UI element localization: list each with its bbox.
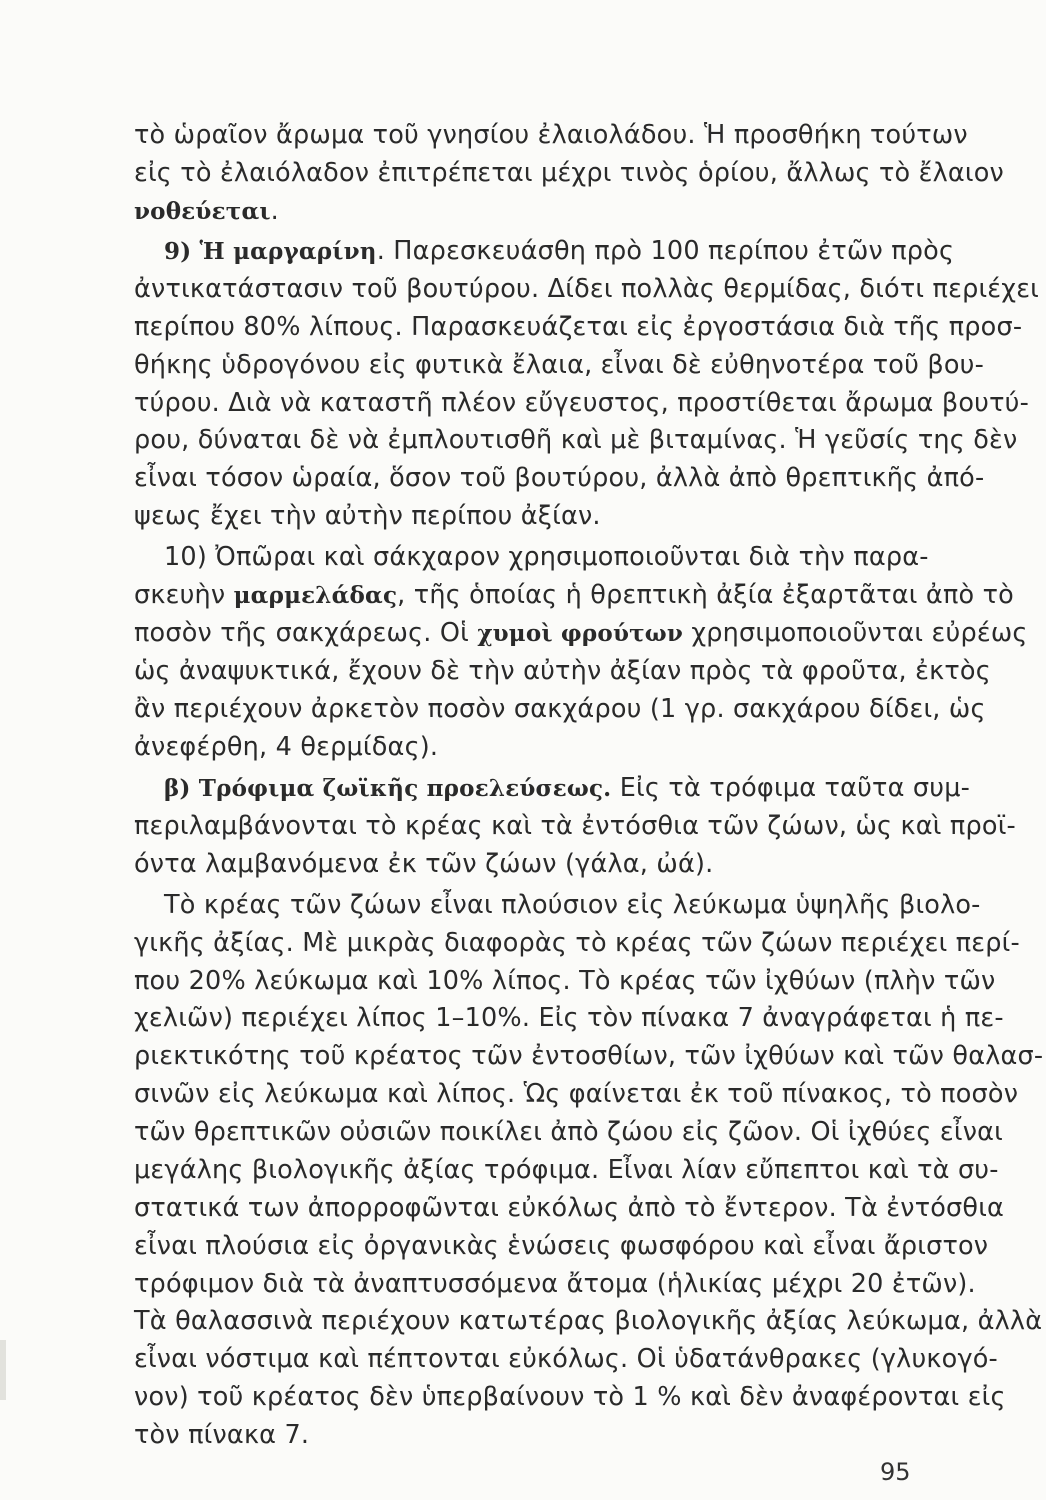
text-line: νον) τοῦ κρέατος δὲν ὑπερβαίνουν τὸ 1 % καὶ δὲν ἀναφέρονται εἰς: [134, 1382, 1006, 1412]
text-line: ρου, δύναται δὲ νὰ ἐμπλουτισθῆ καὶ μὲ βιταμίνας. Ἡ γεῦσίς της δὲν: [134, 425, 1018, 455]
text-run: σκευὴν: [134, 580, 234, 610]
text-run: , τῆς ὁποίας ἡ θρεπτικὴ ἀξία ἐξαρτᾶται ἀπὸ τὸ: [397, 580, 1014, 610]
text-line: που 20% λεύκωμα καὶ 10% λίπος. Τὸ κρέας τῶν ἰχθύων (πλὴν τῶν: [134, 966, 996, 996]
bold-term: 9) Ἡ μαργαρίνη: [164, 238, 377, 265]
text-line: ὡς ἀναψυκτικά, ἔχουν δὲ τὴν αὐτὴν ἀξίαν πρὸς τὰ φροῦτα, ἐκτὸς: [134, 656, 991, 686]
text-line: εἶναι νόστιμα καὶ πέπτονται εὐκόλως. Οἱ ὑδατάνθρακες (γλυκογό-: [134, 1344, 998, 1374]
text-line: θήκης ὑδρογόνου εἰς φυτικὰ ἔλαια, εἶναι δὲ εὐθηνοτέρα τοῦ βου-: [134, 350, 985, 380]
text-run: Εἰς τὰ τρόφιμα ταῦτα συμ-: [611, 773, 971, 803]
text-run: .: [270, 196, 279, 226]
text-line: [134, 618, 1028, 649]
text-line: ἀντικατάστασιν τοῦ βουτύρου. Δίδει πολλὰς θερμίδας, διότι περιέχει: [134, 274, 1040, 304]
text-run: ποσὸν τῆς σακχάρεως. Οἱ: [134, 618, 478, 648]
text-line: τῶν θρεπτικῶν οὐσιῶν ποικίλει ἀπὸ ζώου εἰς ζῶον. Οἱ ἰχθύες εἶναι: [134, 1117, 1003, 1147]
text-line: Τὸ κρέας τῶν ζώων εἶναι πλούσιον εἰς λεύκωμα ὑψηλῆς βιολο-: [164, 890, 981, 920]
text-line: [134, 580, 1014, 611]
text-line: τὸν πίνακα 7.: [134, 1420, 310, 1450]
text-line: περιλαμβάνονται τὸ κρέας καὶ τὰ ἐντόσθια τῶν ζώων, ὡς καὶ προϊ-: [134, 811, 1016, 841]
text-line: [164, 773, 971, 804]
bold-term: μαρμελάδας: [233, 582, 398, 609]
text-line: τρόφιμον διὰ τὰ ἀναπτυσσόμενα ἄτομα (ἡλικίας μέχρι 20 ἐτῶν).: [134, 1269, 976, 1299]
text-line: μεγάλης βιολογικῆς ἀξίας τρόφιμα. Εἶναι λίαν εὔπεπτοι καὶ τὰ συ-: [134, 1155, 999, 1185]
text-line: [164, 236, 955, 267]
text-line: περίπου 80% λίπους. Παρασκευάζεται εἰς ἐργοστάσια διὰ τῆς προσ-: [134, 312, 1023, 342]
text-run: . Παρεσκευάσθη πρὸ 100 περίπου ἐτῶν πρὸς: [376, 236, 955, 266]
text-line: εἶναι πλούσια εἰς ὀργανικὰς ἑνώσεις φωσφόρου καὶ εἶναι ἄριστον: [134, 1231, 989, 1261]
text-line: εἶναι τόσον ὡραία, ὅσον τοῦ βουτύρου, ἀλλὰ ἀπὸ θρεπτικῆς ἀπό-: [134, 463, 985, 493]
text-run: χρησιμοποιοῦνται εὐρέως: [683, 618, 1028, 648]
text-line: στατικά των ἀπορροφῶνται εὐκόλως ἀπὸ τὸ ἔντερον. Τὰ ἐντόσθια: [134, 1193, 1005, 1223]
text-line: Τὰ θαλασσινὰ περιέχουν κατωτέρας βιολογικῆς ἀξίας λεύκωμα, ἀλλὰ: [134, 1306, 1043, 1336]
bold-term: νοθεύεται: [134, 198, 271, 225]
text-line: 10) Ὀπῶραι καὶ σάκχαρον χρησιμοποιοῦνται διὰ τὴν παρα-: [164, 542, 929, 572]
bold-term: χυμοὶ φρούτων: [477, 620, 684, 647]
text-line: ψεως ἔχει τὴν αὐτὴν περίπου ἀξίαν.: [134, 501, 601, 531]
text-line: ἀνεφέρθη, 4 θερμίδας).: [134, 732, 439, 762]
text-line: εἰς τὸ ἐλαιόλαδον ἐπιτρέπεται μέχρι τινὸς ὁρίου, ἄλλως τὸ ἔλαιον: [134, 158, 1005, 188]
text-line: ριεκτικότης τοῦ κρέατος τῶν ἐντοσθίων, τῶν ἰχθύων καὶ τῶν θαλασ-: [134, 1041, 1044, 1071]
scan-margin-mark: [0, 1340, 6, 1400]
text-line: όντα λαμβανόμενα ἐκ τῶν ζώων (γάλα, ὠά).: [134, 849, 714, 879]
page-text: [134, 120, 1044, 1450]
text-line: τὸ ὡραῖον ἄρωμα τοῦ γνησίου ἐλαιολάδου. Ἡ προσθήκη τούτων: [134, 120, 968, 150]
text-line: τύρου. Διὰ νὰ καταστῆ πλέον εὔγευστος, προστίθεται ἄρωμα βουτύ-: [134, 388, 1030, 418]
text-line: σινῶν εἰς λεύκωμα καὶ λίπος. Ὡς φαίνεται ἐκ τοῦ πίνακος, τὸ ποσὸν: [134, 1079, 1019, 1109]
page-number: 95: [880, 1458, 911, 1486]
text-line: χελιῶν) περιέχει λίπος 1–10%. Εἰς τὸν πίνακα 7 ἀναγράφεται ἡ πε-: [134, 1003, 1004, 1033]
text-line: ἂν περιέχουν ἀρκετὸν ποσὸν σακχάρου (1 γρ. σακχάρου δίδει, ὡς: [134, 694, 986, 724]
text-line: [134, 196, 279, 227]
bold-term: β) Τρόφιμα ζωϊκῆς προελεύσεως.: [164, 775, 612, 802]
text-line: γικῆς ἀξίας. Μὲ μικρὰς διαφορὰς τὸ κρέας τῶν ζώων περιέχει περί-: [134, 928, 1020, 958]
